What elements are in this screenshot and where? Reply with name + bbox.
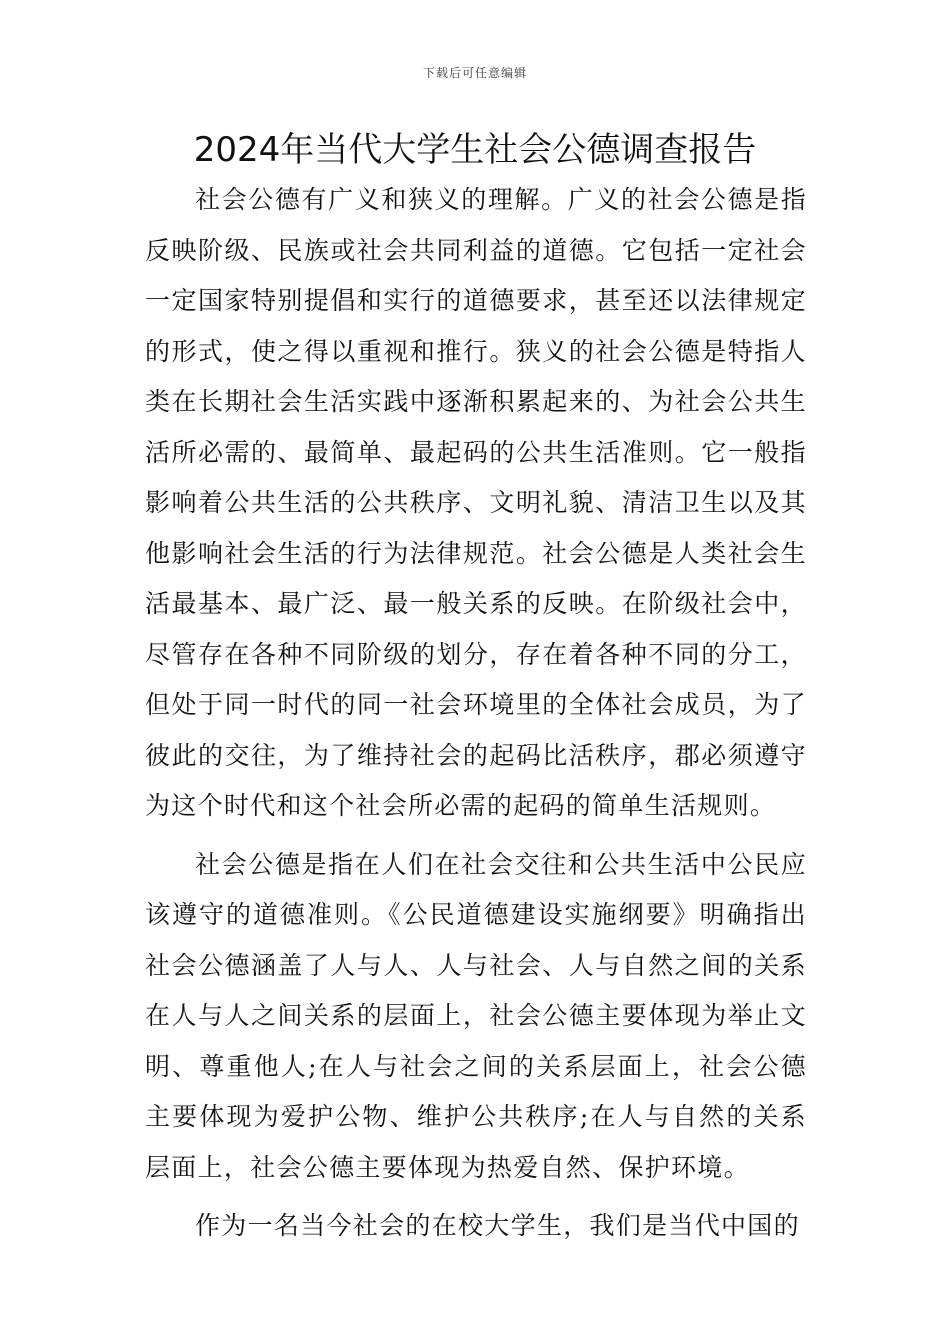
paragraph-1: 社会公德有广义和狭义的理解。广义的社会公德是指反映阶级、民族或社会共同利益的道德。它包括一定社会一定国家特别提倡和实行的道德要求，甚至还以法律规定的形式，使之得以重视和推行。狭义的社会公德是特指人类在长期社会生活实践中逐渐积累起来的、为社会公共生活所必需的、最简单、最起码的公共生活准则。它一般指影响着公共生活的公共秩序、文明礼貌、清洁卫生以及其他影响社会生活的行为法律规范。社会公德是人类社会生活最基本、最广泛、最一般关系的反映。在阶级社会中，尽管存在各种不同阶级的划分，存在着各种不同的分工，但处于同一时代的同一社会环境里的全体社会成员，为了彼此的交往，为了维持社会的起码比活秩序，郡必须遵守为这个时代和这个社会所必需的起码的简单生活规则。 (145, 185, 807, 820)
document-body (145, 175, 807, 1252)
document-title: 2024年当代大学生社会公德调查报告 (193, 130, 757, 170)
paragraph-3: 作为一名当今社会的在校大学生，我们是当代中国的 (195, 1211, 800, 1240)
header-note: 下载后可任意编辑 (422, 66, 527, 80)
paragraph-2: 社会公德是指在人们在社会交往和公共生活中公民应该遵守的道德准则。《公民道德建设实施纲要》明确指出社会公德涵盖了人与人、人与社会、人与自然之间的关系在人与人之间关系的层面上，社会公德主要体现为举止文明、尊重他人;在人与社会之间的关系层面上，社会公德主要体现为爱护公物、维护公共秩序;在人与自然的关系层面上，社会公德主要体现为热爱自然、保护环境。 (145, 849, 807, 1182)
